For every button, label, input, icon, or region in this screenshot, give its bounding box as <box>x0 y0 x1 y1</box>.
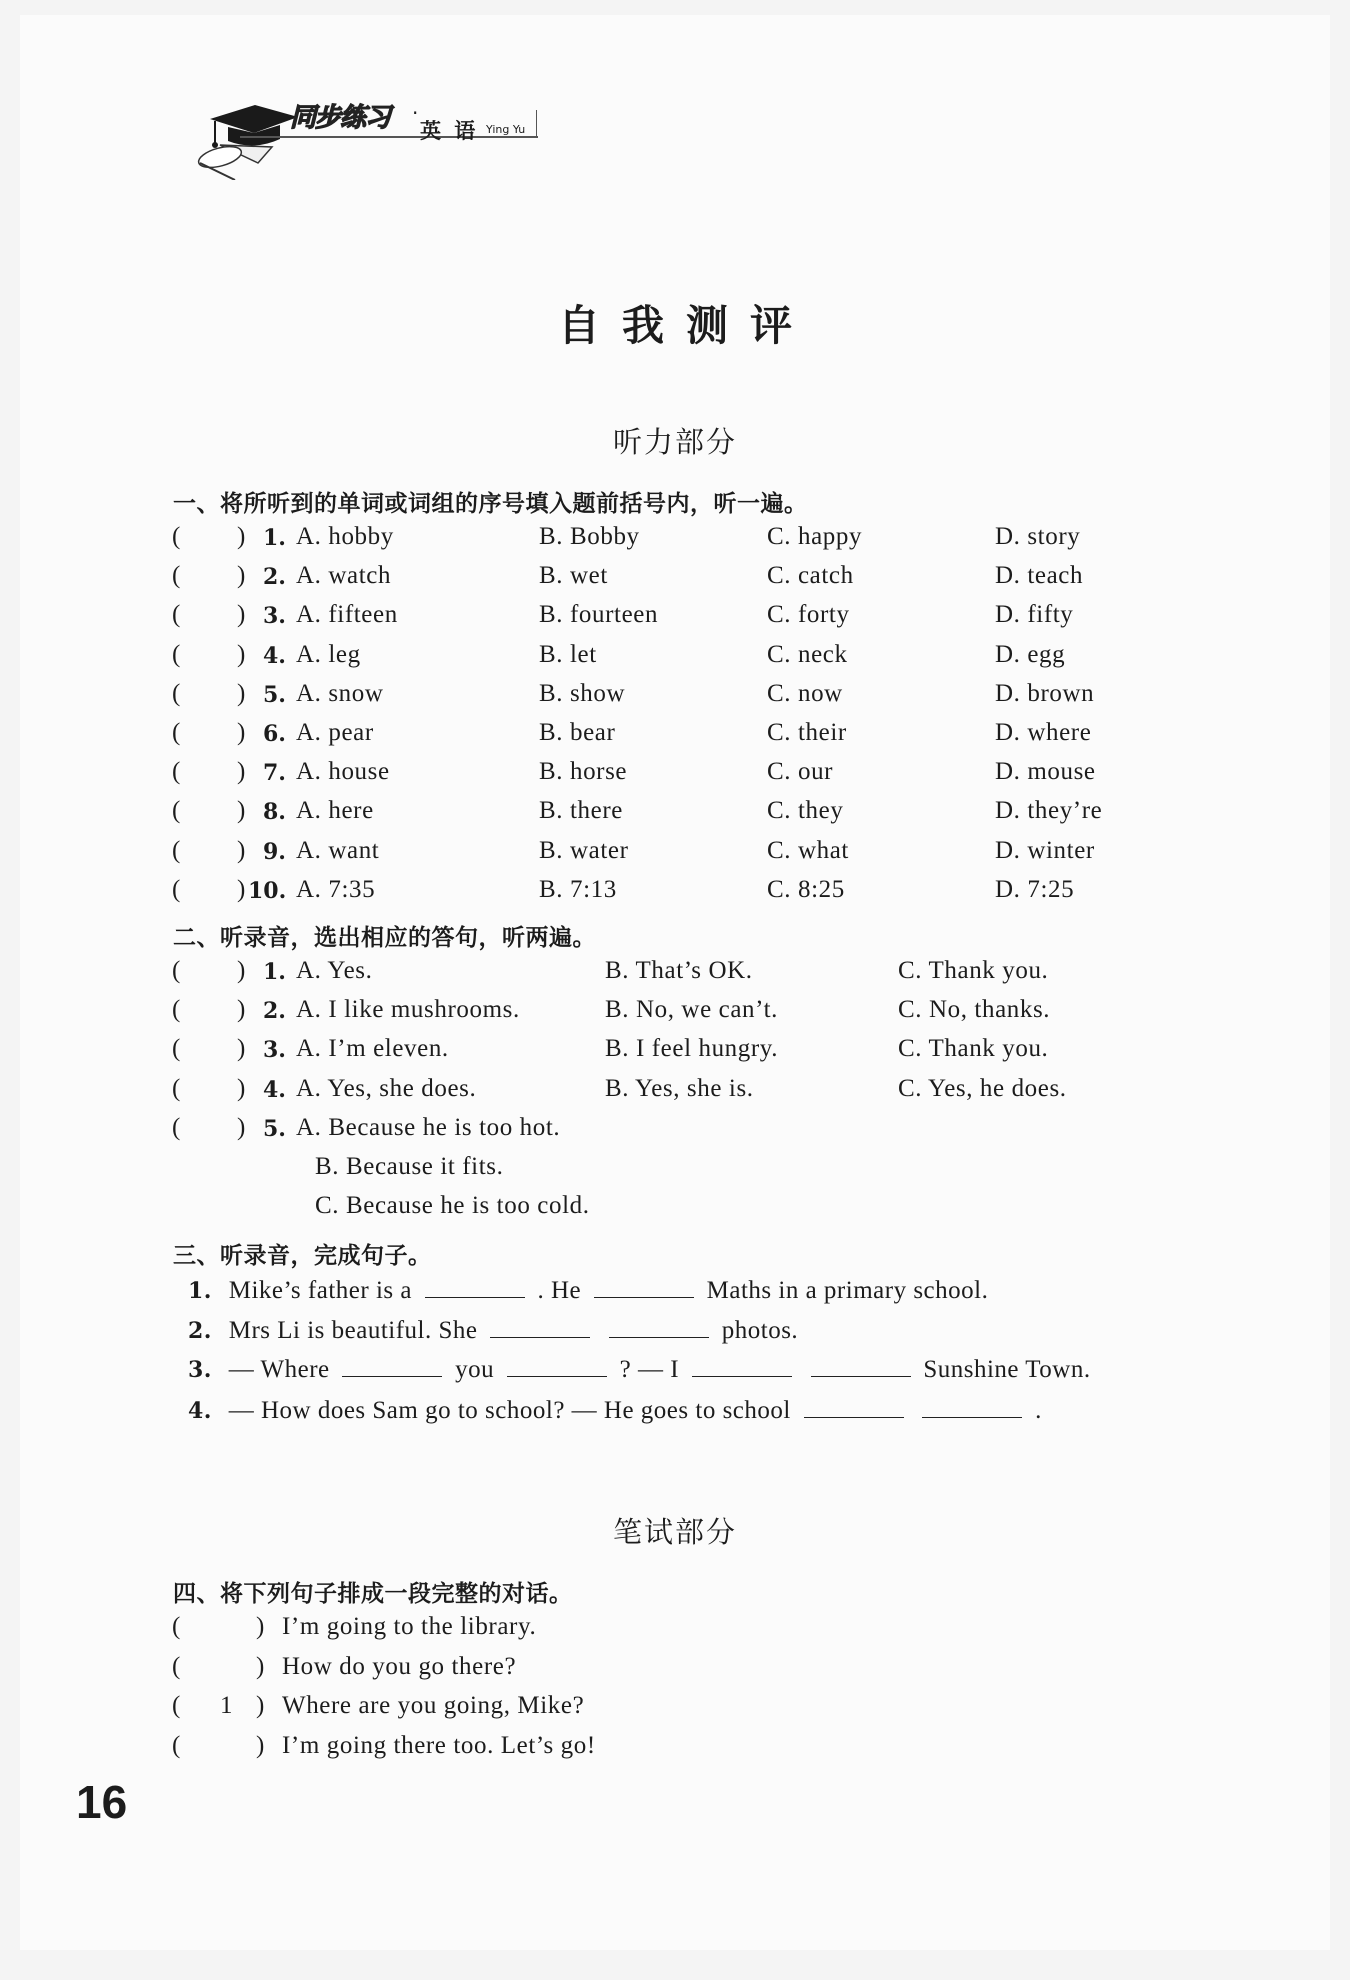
answer-blank[interactable] <box>507 1354 607 1377</box>
page-title: 自我测评 <box>557 301 814 350</box>
sentence-text: Sunshine Town. <box>923 1356 1091 1383</box>
option-b: B. let <box>539 640 597 668</box>
sentence-text: — Where <box>228 1356 330 1383</box>
dialogue-sentence: I’m going to the library. <box>282 1613 537 1640</box>
option-d: D. they’re <box>995 797 1103 825</box>
subject-label: 英 语 <box>420 119 479 143</box>
answer-blank[interactable] <box>922 1395 1022 1418</box>
answer-paren-close: ) <box>256 1613 265 1640</box>
question-number: 8. <box>263 799 286 826</box>
sentence-text: — How does Sam go to school? — He goes to school <box>228 1397 791 1424</box>
sentence-text: photos. <box>721 1317 799 1344</box>
option-c: C. 8:25 <box>767 875 845 903</box>
option-a: A. fifteen <box>296 601 398 629</box>
question-row <box>20 680 1330 716</box>
option-a: A. 7:35 <box>296 875 376 903</box>
question-row <box>20 996 1330 1032</box>
question-number: 9. <box>263 838 286 865</box>
dialogue-row <box>20 1653 1330 1689</box>
answer-paren-close: ) <box>237 562 246 590</box>
answer-paren-open: ( <box>172 1692 181 1719</box>
header-logo: 同步练习 · 英 语 Ying Yu <box>180 85 550 180</box>
question-row <box>20 876 1330 912</box>
option-b: B. Because it fits. <box>315 1153 504 1180</box>
option-b: B. wet <box>539 562 608 590</box>
option-a: A. hobby <box>296 523 394 550</box>
answer-paren-close: ) <box>237 836 246 864</box>
question-row-cont <box>20 1192 1330 1228</box>
option-c: C. what <box>767 836 849 864</box>
question-number: 3. <box>188 1357 212 1383</box>
question-number: 2. <box>188 1318 212 1344</box>
fill-sentence <box>188 1315 798 1345</box>
question-number: 2. <box>263 998 286 1025</box>
option-b: B. Bobby <box>539 523 640 550</box>
answer-paren-open: ( <box>172 719 181 746</box>
workbook-page <box>20 15 1330 1950</box>
option-a: A. want <box>296 836 380 864</box>
question-number: 3. <box>263 1037 286 1064</box>
answer-blank[interactable] <box>490 1315 590 1338</box>
answer-paren-open: ( <box>172 1731 181 1759</box>
question-row <box>20 957 1330 993</box>
answer-blank[interactable] <box>609 1315 709 1338</box>
answer-paren-close: ) <box>256 1692 265 1719</box>
option-c: C. forty <box>767 601 850 629</box>
option-b: B. 7:13 <box>539 875 617 903</box>
option-d: D. mouse <box>995 758 1096 786</box>
dialogue-row <box>20 1692 1330 1728</box>
answer-paren-open: ( <box>172 797 181 825</box>
question-row <box>20 758 1330 794</box>
question-row <box>20 562 1330 598</box>
question-row <box>20 601 1330 637</box>
question-number: 6. <box>263 721 286 747</box>
answer-paren-open: ( <box>172 562 181 590</box>
sentence-text: ? — I <box>619 1356 680 1383</box>
answer-paren-close: ) <box>237 601 246 629</box>
option-b: B. I feel hungry. <box>605 1035 779 1063</box>
fill-sentence <box>188 1395 1042 1425</box>
answer-blank[interactable] <box>342 1354 442 1377</box>
option-c: C. Thank you. <box>898 957 1049 984</box>
option-d: D. winter <box>995 836 1095 864</box>
part4-heading: 四、将下列句子排成一段完整的对话。 <box>173 1581 573 1607</box>
answer-blank[interactable] <box>692 1354 792 1377</box>
answer-paren-close: ) <box>237 523 246 550</box>
sentence-text: you <box>455 1356 495 1383</box>
option-a: A. here <box>296 797 374 825</box>
option-b: B. water <box>539 836 629 864</box>
answer-paren-open: ( <box>172 601 181 629</box>
question-row <box>20 641 1330 677</box>
answer-paren-close: ) <box>237 797 246 825</box>
answer-paren-close: ) <box>237 758 246 786</box>
question-row <box>20 837 1330 873</box>
answer-paren-open: ( <box>172 1113 181 1141</box>
graduation-cap-icon <box>180 85 300 180</box>
option-c: C. now <box>767 679 843 707</box>
option-d: D. teach <box>995 562 1084 590</box>
option-b: B. show <box>539 679 626 707</box>
answer-paren-open: ( <box>172 1613 181 1640</box>
option-a: A. I like mushrooms. <box>296 996 520 1024</box>
sentence-text: . <box>1035 1397 1042 1424</box>
question-row <box>20 719 1330 755</box>
answer-paren-close: ) <box>237 640 246 668</box>
sentence-text: . He <box>537 1277 582 1304</box>
subject-pinyin: Ying Yu <box>486 123 526 136</box>
option-a: A. snow <box>296 679 384 707</box>
option-d: D. egg <box>995 640 1066 668</box>
series-logo-text: 同步练习 <box>290 103 391 133</box>
answer-paren-open: ( <box>172 1035 181 1063</box>
question-number: 4. <box>263 642 286 669</box>
option-b: B. No, we can’t. <box>605 996 778 1024</box>
option-c: C. happy <box>767 523 863 550</box>
dialogue-sentence: How do you go there? <box>282 1652 517 1680</box>
option-a: A. Yes. <box>296 957 373 984</box>
option-b: B. horse <box>539 758 628 786</box>
option-d: D. story <box>995 523 1081 550</box>
option-c: C. Because he is too cold. <box>315 1192 590 1220</box>
fill-sentence <box>188 1275 988 1305</box>
question-number: 5. <box>263 681 286 708</box>
option-a: A. I’m eleven. <box>296 1035 449 1063</box>
option-a: A. Yes, she does. <box>296 1074 477 1102</box>
page-number: 16 <box>76 1776 128 1828</box>
question-number: 7. <box>263 760 286 787</box>
answer-paren-close: ) <box>237 875 246 903</box>
question-number: 4. <box>188 1398 212 1424</box>
question-number: 2. <box>263 564 286 591</box>
question-number: 5. <box>263 1115 286 1142</box>
question-row-cont <box>20 1153 1330 1189</box>
answer-paren-open: ( <box>172 996 181 1024</box>
answer-paren-open: ( <box>172 679 181 707</box>
sentence-text: Mike’s father is a <box>228 1277 412 1304</box>
dialogue-row <box>20 1613 1330 1649</box>
answer-paren-close: ) <box>256 1731 265 1759</box>
option-a: A. leg <box>296 640 361 668</box>
section-title-listening: 听力部分 <box>612 425 737 459</box>
answer-paren-close: ) <box>237 957 246 984</box>
option-a: A. Because he is too hot. <box>296 1113 561 1141</box>
order-slot[interactable]: 1 <box>220 1692 233 1719</box>
answer-paren-close: ) <box>237 1113 246 1141</box>
question-number: 10. <box>248 877 287 904</box>
option-d: D. 7:25 <box>995 875 1075 903</box>
option-c: C. our <box>767 758 834 786</box>
option-c: C. No, thanks. <box>898 996 1051 1024</box>
option-d: D. where <box>995 719 1092 746</box>
question-number: 1. <box>188 1278 212 1304</box>
question-row <box>20 1035 1330 1071</box>
answer-paren-open: ( <box>172 1074 181 1102</box>
question-row <box>20 523 1330 559</box>
answer-paren-open: ( <box>172 875 181 903</box>
sentence-text: Maths in a primary school. <box>706 1277 989 1304</box>
option-d: D. fifty <box>995 601 1074 629</box>
question-row <box>20 1075 1330 1111</box>
answer-blank[interactable] <box>804 1395 904 1418</box>
option-c: C. they <box>767 797 844 825</box>
option-b: B. fourteen <box>539 601 659 629</box>
option-c: C. neck <box>767 640 848 668</box>
answer-paren-open: ( <box>172 640 181 668</box>
question-number: 3. <box>263 603 286 630</box>
option-a: A. house <box>296 758 390 786</box>
section-title-written: 笔试部分 <box>612 1515 737 1549</box>
option-a: A. pear <box>296 719 374 746</box>
question-number: 1. <box>263 959 286 985</box>
answer-paren-open: ( <box>172 957 181 984</box>
question-row <box>20 1114 1330 1150</box>
answer-blank[interactable] <box>811 1354 911 1377</box>
answer-paren-close: ) <box>237 679 246 707</box>
answer-blank[interactable] <box>425 1275 525 1298</box>
answer-paren-close: ) <box>237 1074 246 1102</box>
option-c: C. their <box>767 719 847 746</box>
option-b: B. bear <box>539 719 616 746</box>
option-b: B. there <box>539 797 623 825</box>
option-a: A. watch <box>296 562 392 590</box>
option-b: B. That’s OK. <box>605 957 753 984</box>
fill-sentence <box>188 1354 1091 1384</box>
answer-paren-close: ) <box>237 1035 246 1063</box>
dialogue-row <box>20 1732 1330 1768</box>
answer-blank[interactable] <box>594 1275 694 1298</box>
answer-paren-open: ( <box>172 523 181 550</box>
part1-heading: 一、将所听到的单词或词组的序号填入题前括号内，听一遍。 <box>173 491 808 517</box>
dialogue-sentence: Where are you going, Mike? <box>282 1692 585 1719</box>
question-row <box>20 797 1330 833</box>
option-c: C. Yes, he does. <box>898 1074 1067 1102</box>
question-number: 1. <box>263 525 286 551</box>
option-c: C. Thank you. <box>898 1035 1049 1063</box>
answer-paren-open: ( <box>172 1652 181 1680</box>
answer-paren-close: ) <box>237 996 246 1024</box>
option-b: B. Yes, she is. <box>605 1074 754 1102</box>
answer-paren-close: ) <box>237 719 246 746</box>
answer-paren-close: ) <box>256 1652 265 1680</box>
sentence-text: Mrs Li is beautiful. She <box>228 1317 478 1344</box>
part2-heading: 二、听录音，选出相应的答句，听两遍。 <box>173 925 596 951</box>
option-c: C. catch <box>767 562 854 590</box>
answer-paren-open: ( <box>172 758 181 786</box>
part3-heading: 三、听录音，完成句子。 <box>173 1243 432 1269</box>
option-d: D. brown <box>995 679 1095 707</box>
answer-paren-open: ( <box>172 836 181 864</box>
question-number: 4. <box>263 1076 286 1103</box>
dialogue-sentence: I’m going there too. Let’s go! <box>282 1731 596 1759</box>
